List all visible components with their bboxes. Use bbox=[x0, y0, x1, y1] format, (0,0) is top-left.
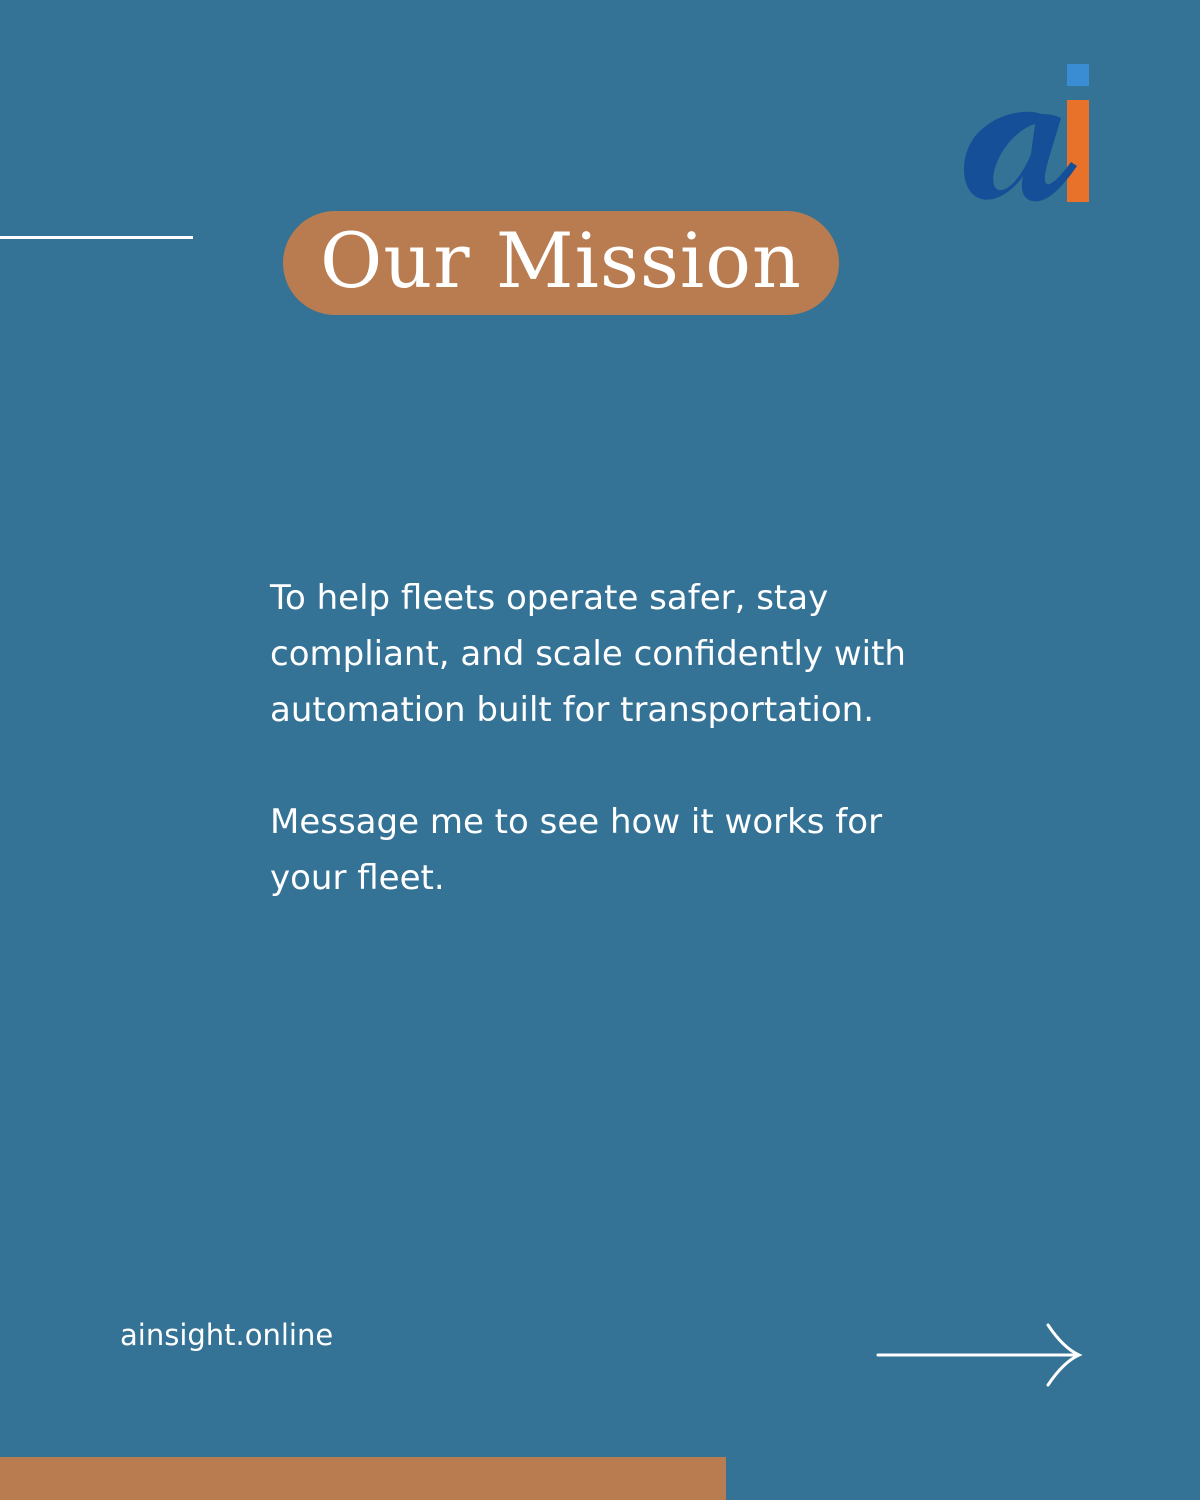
brand-logo bbox=[955, 62, 1095, 207]
mission-paragraph: To help fleets operate safer, stay compliant, and scale confidently with automation built for transportation. bbox=[270, 578, 906, 730]
page-title: Our Mission bbox=[320, 216, 802, 305]
decorative-bottom-bar bbox=[0, 1457, 726, 1500]
logo-i-dot bbox=[1067, 64, 1089, 86]
logo-i-stem bbox=[1067, 100, 1089, 202]
logo-a-letter bbox=[964, 112, 1077, 202]
decorative-rule bbox=[0, 236, 193, 239]
website-link[interactable]: ainsight.online bbox=[120, 1318, 334, 1352]
mission-statement bbox=[270, 570, 920, 906]
call-to-action: Message me to see how it works for your fleet. bbox=[270, 802, 883, 898]
title-badge bbox=[283, 211, 839, 315]
arrow-right-icon[interactable] bbox=[876, 1322, 1084, 1388]
